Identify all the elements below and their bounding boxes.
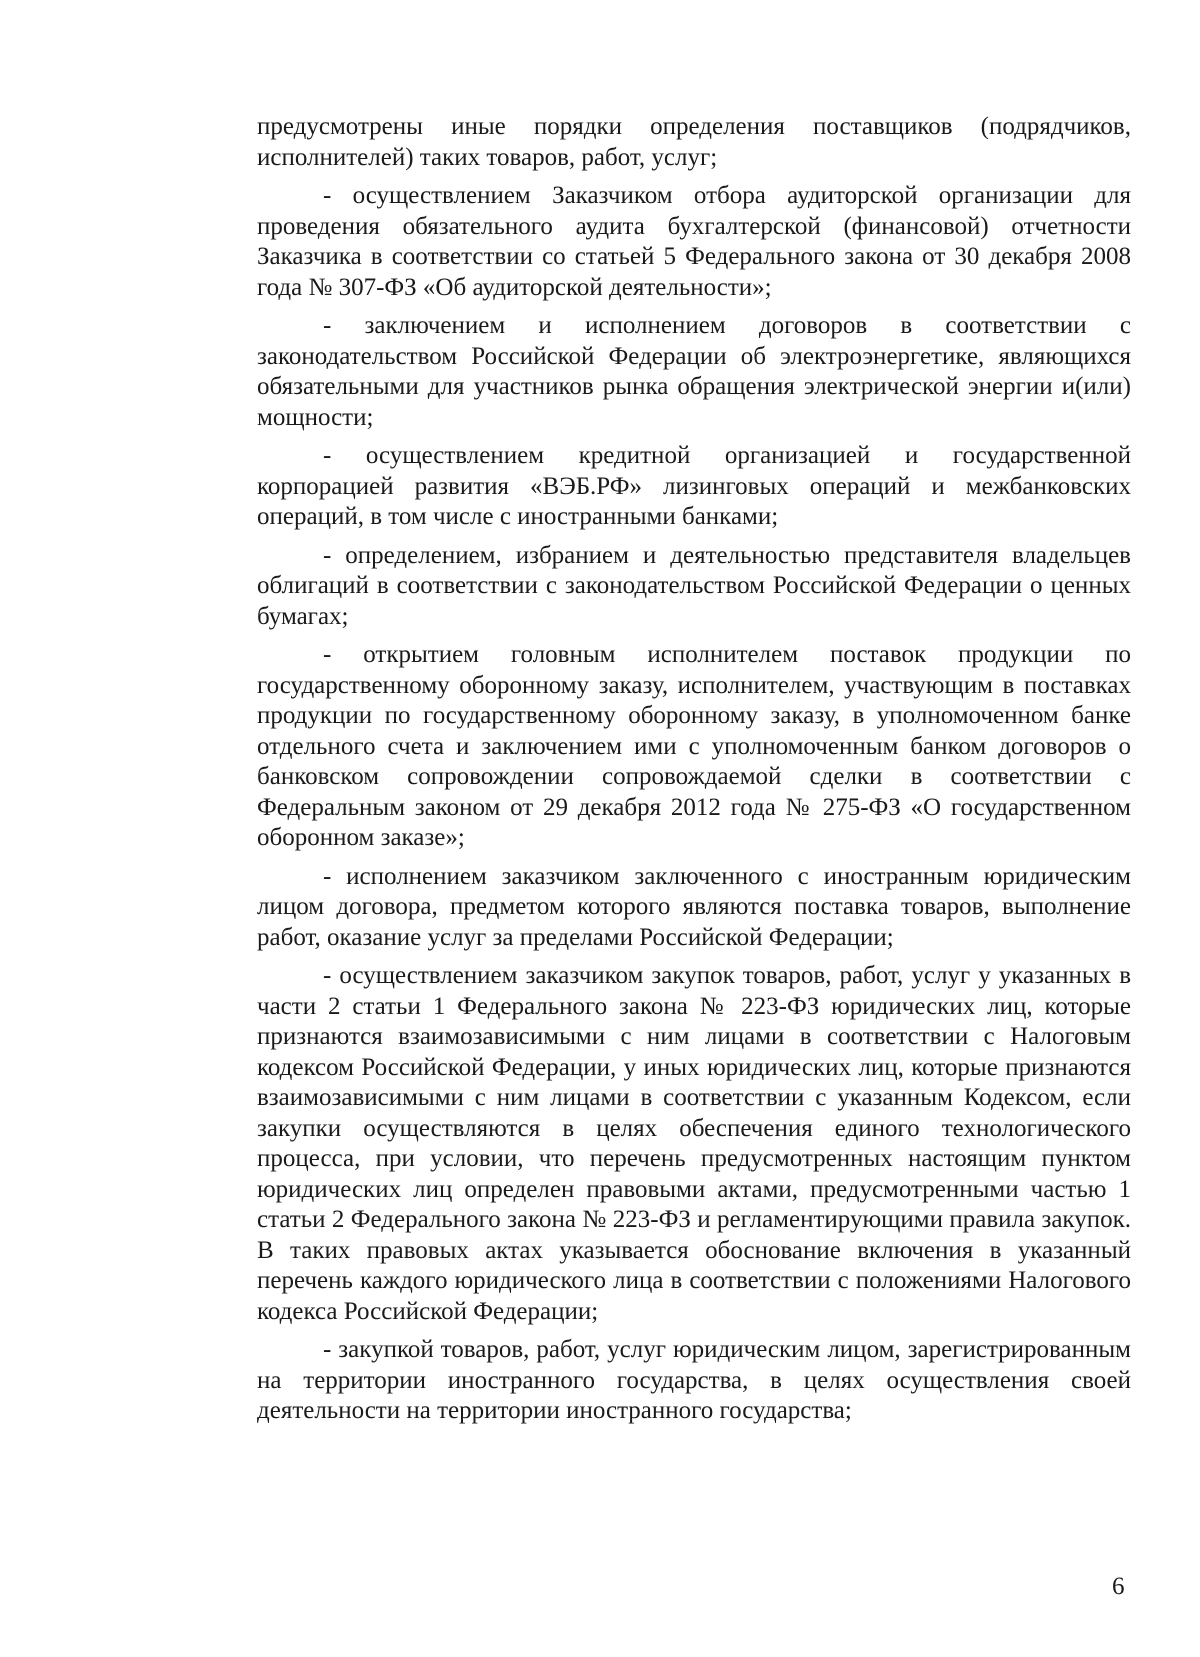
- list-item-foreign-contract: - исполнением заказчиком заключенного с иностранным юридическим лицом договора, предметом которого являются поставка товаров, выполнение работ, оказание услуг за пределами Российской Федерации;: [257, 862, 1131, 951]
- paragraph-continuation: предусмотрены иные порядки определения поставщиков (подрядчиков, исполнителей) таких товаров, работ, услуг;: [257, 113, 1131, 171]
- list-item-foreign-entity: - закупкой товаров, работ, услуг юридическим лицом, зарегистрированным на территории иностранного государства, в целях осуществления своей деятельности на территории иностранного государства;: [257, 1336, 1131, 1424]
- list-item-audit: - осуществлением Заказчиком отбора аудиторской организации для проведения обязательного аудита бухгалтерской (финансовой) отчетности Заказчика в соответствии со статьей 5 Федерального закона от 30 декабря 2008 года № 307-ФЗ «Об аудиторской деятельности»;: [257, 182, 1131, 301]
- page-number: 6: [1112, 1573, 1125, 1600]
- list-item-credit-leasing: - осуществлением кредитной организацией и государственной корпорацией развития «ВЭБ.РФ» лизинговых операций и межбанковских операций, в том числе с иностранными банками;: [257, 442, 1131, 530]
- list-item-interdependent: - осуществлением заказчиком закупок товаров, работ, услуг у указанных в части 2 статьи 1 Федерального закона № 223-ФЗ юридических лиц, которые признаются взаимозависимыми с ним лицами в соответствии с Налоговым кодексом Российской Федерации, у иных юридических лиц, которые признаются взаимозависимыми с ним лицами в соответствии с указанным Кодексом, если закупки осуществляются в целях обеспечения единого технологического процесса, при условии, что перечень предусмотренных настоящим пунктом юридических лиц определен правовыми актами, предусмотренными частью 1 статьи 2 Федерального закона № 223-ФЗ и регламентирующими правила закупок. В таких правовых актах указывается обоснование включения в указанный перечень каждого юридического лица в соответствии с положениями Налогового кодекса Российской Федерации;: [257, 962, 1131, 1325]
- document-body: [257, 112, 1131, 1435]
- list-item-defense-order: - открытием головным исполнителем поставок продукции по государственному оборонному заказу, исполнителем, участвующим в поставках продукции по государственному оборонному заказу, в уполномоченном банке отдельного счета и заключением ими с уполномоченным банком договоров о банковском сопровождении сопровождаемой сделки в соответствии с Федеральным законом от 29 декабря 2012 года № 275-ФЗ «О государственном оборонном заказе»;: [257, 641, 1131, 851]
- list-item-bondholders: - определением, избранием и деятельностью представителя владельцев облигаций в соответствии с законодательством Российской Федерации о ценных бумагах;: [257, 541, 1131, 630]
- list-item-electricity: - заключением и исполнением договоров в соответствии с законодательством Российской Федерации об электроэнергетике, являющихся обязательными для участников рынка обращения электрической энергии и(или) мощности;: [257, 312, 1131, 431]
